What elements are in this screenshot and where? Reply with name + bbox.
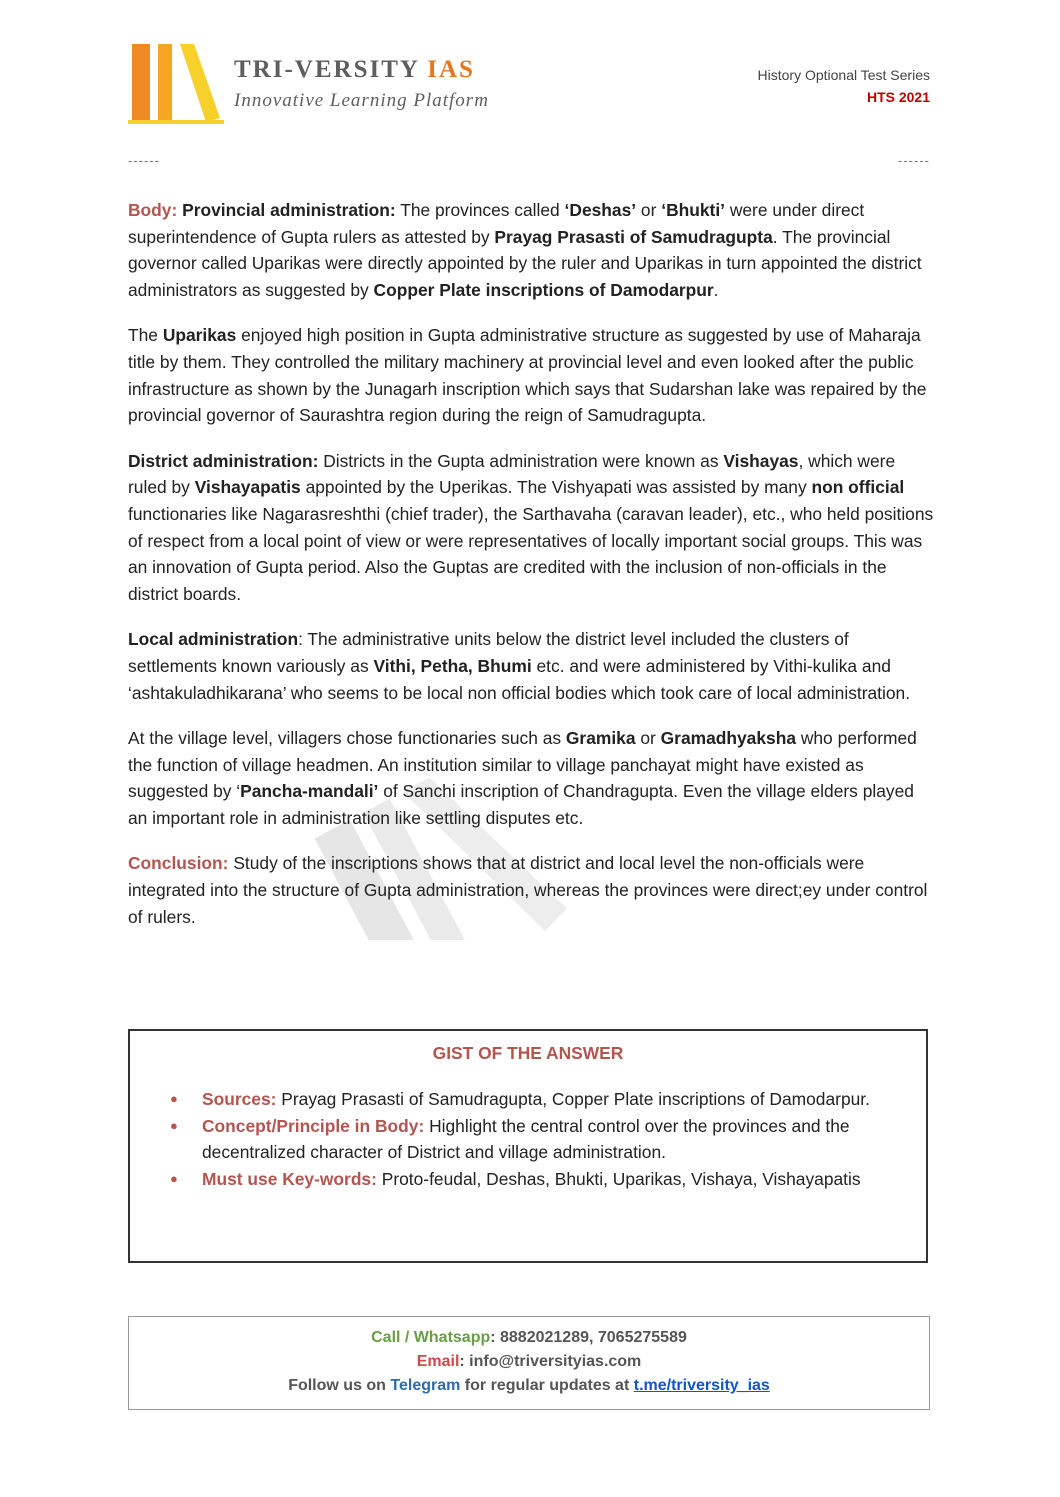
text: . The provincial governor called Uparikas were directly appointed by the ruler and Uparikas in turn appointed the district administrators as suggested by <box>128 226 922 300</box>
text: . <box>713 279 719 300</box>
bold-term: Vishayas <box>723 450 799 471</box>
gist-label: Sources: <box>202 1089 277 1109</box>
footer-call <box>129 1326 929 1350</box>
gist-text: Proto-feudal, Deshas, Bhukti, Uparikas, Vishaya, Vishayapatis <box>376 1168 861 1189</box>
gist-label: Concept/Principle in Body: <box>202 1115 425 1136</box>
bullet-icon: ● <box>170 1170 178 1186</box>
telegram-label: Telegram <box>390 1377 461 1394</box>
bold-term: Gramadhyaksha <box>660 728 796 749</box>
bold-term: Pancha-mandali’ <box>240 781 379 802</box>
bold-term: Copper Plate inscriptions of Damodarpur <box>373 279 714 300</box>
bold-term: non official <box>811 477 905 498</box>
list-item <box>170 1166 926 1193</box>
logo-bars-icon <box>128 40 224 126</box>
paragraph-provincial <box>128 197 934 303</box>
body-label: Body: <box>128 200 178 220</box>
footer-follow <box>129 1374 929 1398</box>
email-label: Email <box>416 1353 460 1370</box>
bold-term: Prayag Prasasti of Samudragupta <box>494 226 773 247</box>
text: : The administrative units below the district level included the clusters of settlements known variously as <box>128 629 849 676</box>
text: appointed by the Uperikas. The Vishyapati was assisted by many <box>300 477 812 498</box>
contact-footer <box>128 1316 930 1410</box>
list-item <box>170 1113 926 1166</box>
text: or <box>636 200 662 220</box>
series-code: HTS 2021 <box>866 89 930 105</box>
paragraph-district <box>128 448 934 608</box>
bullet-icon: ● <box>170 1117 178 1133</box>
provincial-heading: Provincial administration: <box>182 200 396 220</box>
header-info <box>758 64 930 108</box>
text: functionaries like Nagarasreshthi (chief trader), the Sarthavaha (caravan leader), etc., who held positions of respect from a local point of view or were representatives of locally important social groups. This was an innovation of Gupta period. Also the Guptas are credited with the inclusion of non-officials in the district boards. <box>128 503 934 604</box>
text: The <box>128 325 163 346</box>
conclusion-label: Conclusion: <box>128 853 229 874</box>
text: or <box>635 728 661 749</box>
footer-email <box>129 1350 929 1374</box>
gist-title: GIST OF THE ANSWER <box>432 1043 624 1063</box>
paragraph-village <box>128 725 934 831</box>
follow-text: for regular updates at <box>460 1377 634 1394</box>
gist-text: Prayag Prasasti of Samudragupta, Copper Plate inscriptions of Damodarpur. <box>276 1089 870 1109</box>
gist-box <box>128 1029 928 1263</box>
gist-label: Must use Key-words: <box>202 1168 377 1189</box>
bold-term: ‘Deshas’ <box>564 200 637 220</box>
bold-term: Vishayapatis <box>194 477 301 498</box>
text: Study of the inscriptions shows that at district and local level the non-officials were integrated into the structure of Gupta administration, whereas the provinces were direct;ey under control of rulers. <box>128 853 928 927</box>
district-heading: District administration: <box>128 450 319 471</box>
bold-term: Uparikas <box>162 325 237 346</box>
email-address: : info@triversityias.com <box>459 1353 642 1370</box>
bullet-icon: ● <box>170 1091 178 1106</box>
text: of Sanchi inscription of Chandragupta. Even the village elders played an important role in administration like settling disputes etc. <box>128 781 914 828</box>
local-heading: Local administration <box>128 629 299 650</box>
telegram-link[interactable]: t.me/triversity_ias <box>633 1377 770 1394</box>
paragraph-local <box>128 626 934 706</box>
text: At the village level, villagers chose functionaries such as <box>128 728 566 749</box>
list-item <box>170 1086 926 1113</box>
answer-body <box>128 197 934 949</box>
follow-text: Follow us on <box>288 1377 391 1394</box>
brand-main: TRI-VERSITY <box>234 56 420 83</box>
dash-left: ------ <box>128 153 160 168</box>
text: , which were ruled by <box>128 450 896 498</box>
paragraph-conclusion <box>128 850 934 930</box>
text: who performed the function of village headmen. An institution similar to village panchayat might have existed as suggested by ‘ <box>128 728 917 802</box>
text: were under direct superintendence of Gupta rulers as attested by <box>128 200 865 247</box>
brand-tagline: Innovative Learning Platform <box>234 90 489 111</box>
bold-term: Vithi, Petha, Bhumi <box>373 655 532 676</box>
bold-term: ‘Bhukti’ <box>661 200 725 220</box>
text: The provinces called <box>395 200 565 220</box>
series-title: History Optional Test Series <box>757 67 930 83</box>
brand-logo <box>128 40 528 130</box>
phone-numbers: : 8882021289, 7065275589 <box>490 1329 687 1346</box>
gist-list <box>130 1086 926 1192</box>
dash-right: ------ <box>898 153 930 168</box>
text: Districts in the Gupta administration were known as <box>318 450 724 471</box>
brand-title <box>234 56 475 84</box>
call-label: Call / Whatsapp <box>371 1329 491 1346</box>
text: etc. and were administered by Vithi-kulika and ‘ashtakuladhikarana’ who seems to be local non official bodies which took care of local administration. <box>128 655 911 703</box>
paragraph-uparikas <box>128 322 934 428</box>
brand-accent: IAS <box>427 56 475 83</box>
text: enjoyed high position in Gupta administrative structure as suggested by use of Maharaja title by them. They controlled the military machinery at provincial level and even looked after the public infrastructure as shown by the Junagarh inscription which says that Sudarshan lake was repaired by the provincial governor of Saurashtra region during the reign of Samudragupta. <box>128 325 927 426</box>
bold-term: Gramika <box>565 728 636 749</box>
gist-text: Highlight the central control over the provinces and the decentralized character of District and village administration. <box>202 1115 850 1163</box>
